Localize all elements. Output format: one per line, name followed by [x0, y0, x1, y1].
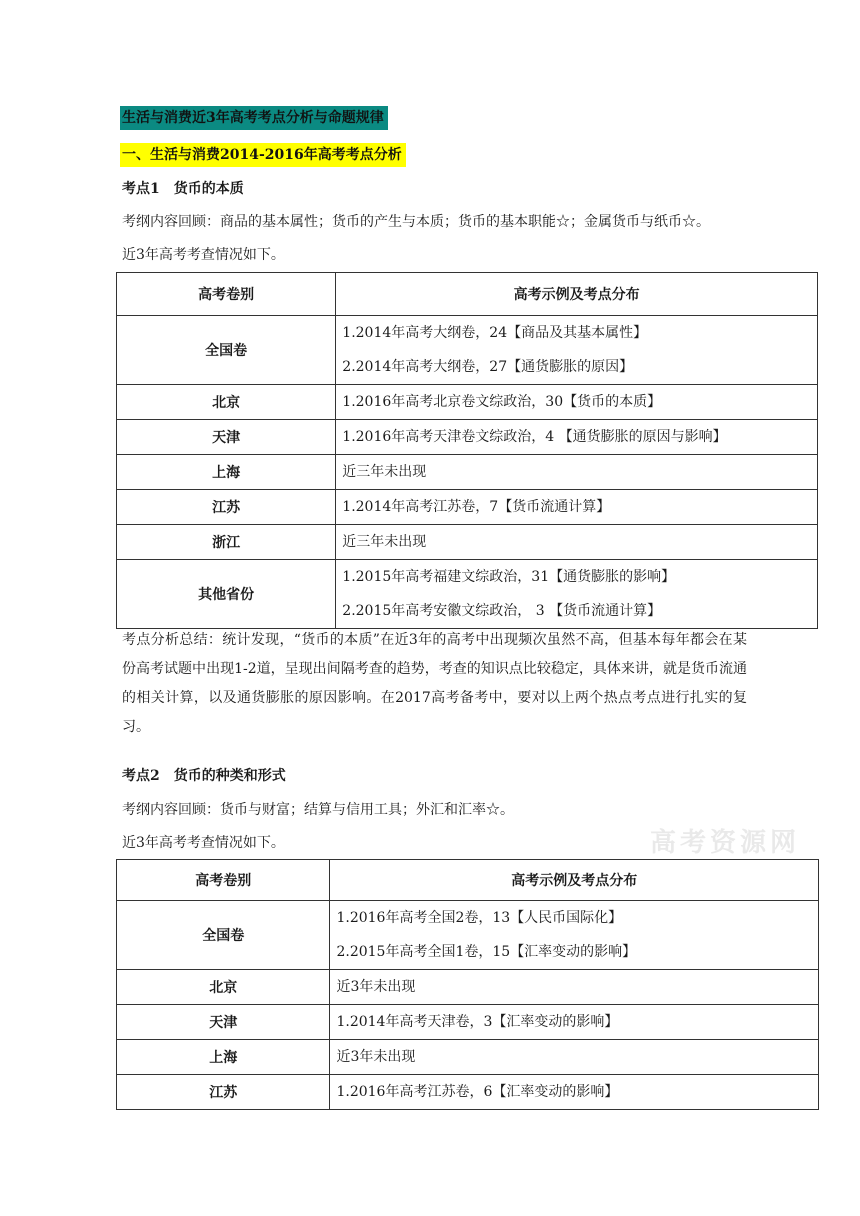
province-cell: 天津 [117, 420, 336, 455]
section-title: 一、生活与消费2014-2016年高考考点分析 [120, 143, 406, 167]
table-header-province: 高考卷别 [117, 273, 336, 316]
topic2-intro: 近3年高考考查情况如下。 [122, 835, 285, 851]
table-row [117, 560, 818, 629]
topic1-heading: 考点1 货币的本质 [122, 181, 244, 197]
province-cell: 浙江 [117, 525, 336, 560]
table-row [117, 316, 818, 385]
province-cell: 全国卷 [117, 901, 330, 970]
exam-item: 1.2015年高考福建文综政治，31【通货膨胀的影响】 [342, 569, 676, 585]
exam-item: 1.2016年高考江苏卷，6【汇率变动的影响】 [336, 1084, 619, 1100]
exam-item: 1.2014年高考天津卷，3【汇率变动的影响】 [336, 1014, 619, 1030]
topic2-outline: 考纲内容回顾：货币与财富；结算与信用工具；外汇和汇率☆。 [122, 802, 514, 818]
document-title: 生活与消费近3年高考考点分析与命题规律 [120, 106, 388, 130]
table-header-province: 高考卷别 [117, 860, 330, 901]
topic1-summary: 考点分析总结：统计发现，“货币的本质”在近3年的高考中出现频次虽然不高，但基本每年都会在某份高考试题中出现1-2道，呈现出间隔考查的趋势，考查的知识点比较稳定，具体来讲，就是货币流通的相关计算，以及通货膨胀的原因影响。在2017高考备考中，要对以上两个热点考点进行扎实的复习。 [122, 632, 747, 735]
topic1-intro: 近3年高考考查情况如下。 [122, 247, 285, 263]
exam-item: 1.2014年高考江苏卷，7【货币流通计算】 [342, 499, 611, 515]
exam-item: 近3年未出现 [336, 1049, 416, 1065]
exam-item: 1.2016年高考天津卷文综政治，4 【通货膨胀的原因与影响】 [342, 429, 727, 445]
exam-item: 2.2015年高考全国1卷，15【汇率变动的影响】 [336, 944, 637, 960]
topic2-heading: 考点2 货币的种类和形式 [122, 768, 286, 784]
exam-item: 1.2016年高考北京卷文综政治，30【货币的本质】 [342, 394, 662, 410]
province-cell: 全国卷 [117, 316, 336, 385]
exam-item: 近三年未出现 [342, 534, 427, 550]
exam-item: 2.2014年高考大纲卷，27【通货膨胀的原因】 [342, 359, 634, 375]
exam-item: 近三年未出现 [342, 464, 427, 480]
table-row [117, 490, 818, 525]
province-cell: 上海 [117, 1040, 330, 1075]
table-row [117, 1005, 819, 1040]
exam-item: 2.2015年高考安徽文综政治， 3 【货币流通计算】 [342, 603, 662, 619]
province-cell: 天津 [117, 1005, 330, 1040]
province-cell: 北京 [117, 385, 336, 420]
province-cell: 江苏 [117, 1075, 330, 1110]
topic1-outline: 考纲内容回顾：商品的基本属性；货币的产生与本质；货币的基本职能☆；金属货币与纸币☆。 [122, 214, 710, 230]
topic1-table [116, 272, 818, 629]
table-row [117, 420, 818, 455]
province-cell: 其他省份 [117, 560, 336, 629]
topic2-table [116, 859, 819, 1110]
table-row [117, 1075, 819, 1110]
table-row [117, 525, 818, 560]
table-row [117, 455, 818, 490]
province-cell: 北京 [117, 970, 330, 1005]
table-row [117, 901, 819, 970]
province-cell: 江苏 [117, 490, 336, 525]
table-header-detail: 高考示例及考点分布 [330, 860, 819, 901]
table-row [117, 1040, 819, 1075]
table-header-detail: 高考示例及考点分布 [336, 273, 818, 316]
exam-item: 1.2014年高考大纲卷，24【商品及其基本属性】 [342, 325, 648, 341]
exam-item: 近3年未出现 [336, 979, 416, 995]
table-row [117, 970, 819, 1005]
table-row [117, 385, 818, 420]
exam-item: 1.2016年高考全国2卷，13【人民币国际化】 [336, 910, 623, 926]
watermark-text: 高考资源网 [650, 828, 801, 858]
province-cell: 上海 [117, 455, 336, 490]
